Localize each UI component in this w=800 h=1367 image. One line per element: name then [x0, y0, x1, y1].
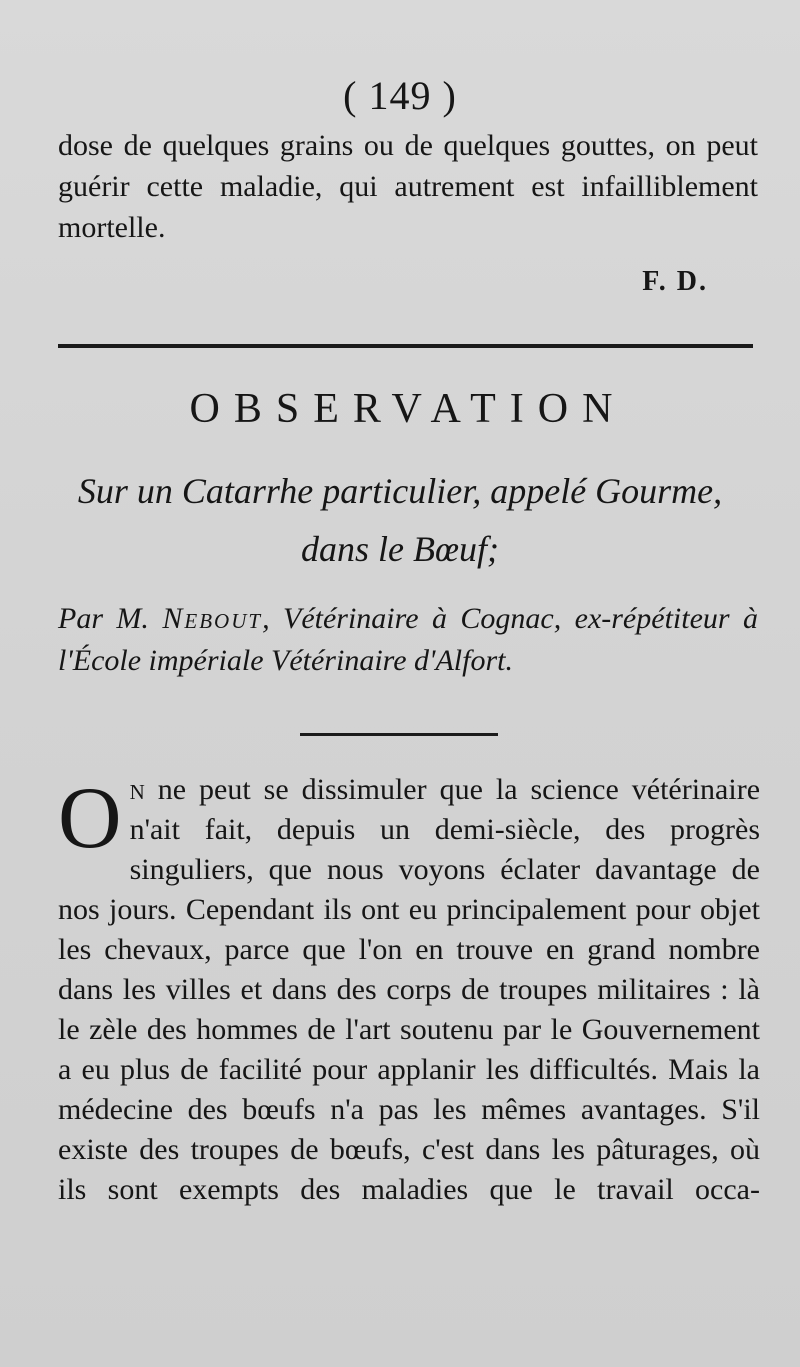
- signature: F. D.: [642, 266, 708, 297]
- body-text: ne peut se dissimuler que la science vétérinaire n'ait fait, depuis un demi-siècle, des progrès singuliers, que nous voyons éclater davantage de nos jours. Cependant ils ont eu principalement pour objet les chevaux, parce que l'on en trouve en grand nombre dans les villes et dans des corps de troupes militaires : là le zèle des hommes de l'art soutenu par le Gouvernement a eu plus de facilité pour applanir les difficultés. Mais la médecine des bœufs n'a pas les mêmes avantages. S'il existe des troupes de bœufs, c'est dans les pâturages, où ils sont exempts des maladies que le travail occa-: [58, 773, 761, 1206]
- author-line: [58, 598, 758, 682]
- author-prefix: Par M.: [58, 602, 149, 635]
- author-affiliation: , Vétérinaire à Cognac, ex-répétiteur à l'École impériale Vétérinaire d'Alfort.: [58, 602, 758, 677]
- lead-letter: n: [129, 773, 145, 806]
- short-divider: [300, 733, 498, 736]
- page-number: ( 149 ): [343, 73, 457, 118]
- author-name: Nebout: [162, 602, 263, 635]
- continuation-paragraph: dose de quelques grains ou de quelques gouttes, on peut guérir cette maladie, qui autrement est infailliblement mortelle.: [58, 129, 758, 244]
- article-subtitle: Sur un Catarrhe particulier, appelé Gourme, dans le Bœuf;: [77, 471, 723, 569]
- article-title: OBSERVATION: [189, 386, 627, 432]
- section-divider: [58, 344, 753, 348]
- drop-cap: O: [58, 770, 122, 867]
- body-paragraph: [58, 770, 760, 1210]
